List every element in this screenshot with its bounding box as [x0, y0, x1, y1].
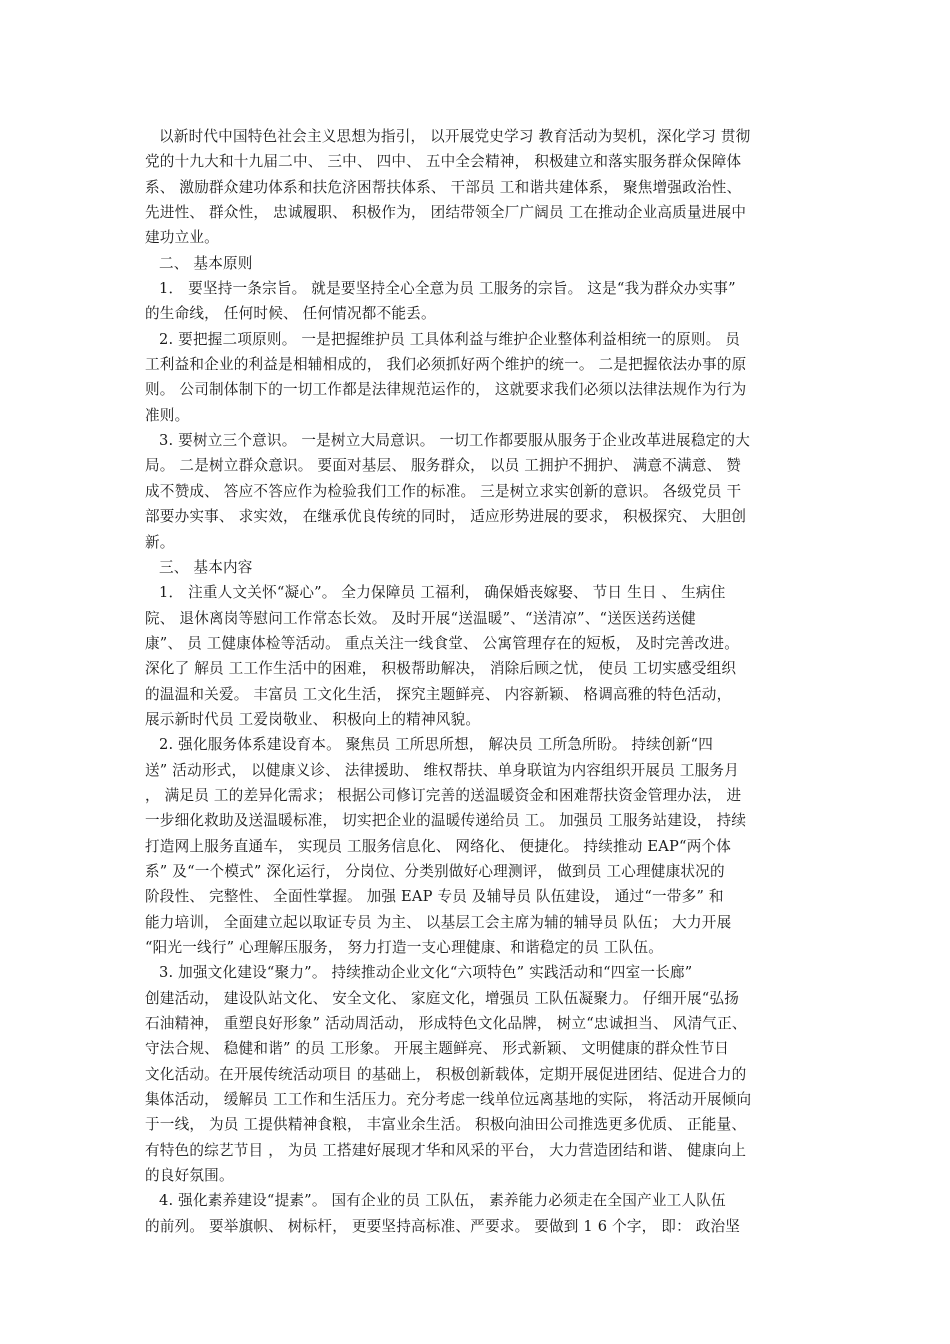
text-line: 准则。 — [145, 406, 190, 424]
document-body — [145, 124, 810, 1239]
text-line: 有特色的综艺节目 ， 为员 工搭建好展现才华和风采的平台， 大力营造团结和谐、 健康向上 — [145, 1141, 747, 1159]
text-line: 院、 退休离岗等慰问工作常态长效。 及时开展“送温暖”、“送清凉”、“送医送药送健 — [145, 609, 696, 627]
text-line: 三、 基本内容 — [159, 558, 253, 576]
text-line: 部要办实事、 求实效， 在继承优良传统的同时， 适应形势进展的要求， 积极探究、 大胆创 — [145, 508, 747, 526]
text-line: 先进性、 群众性， 忠诚履职、 积极作为， 团结带领全厂广阔员 工在推动企业高质量进展中 — [145, 204, 747, 222]
text-line: 的温温和关爱。 丰富员 工文化生活， 探究主题鲜亮、 内容新颖、 格调高雅的特色活动， — [145, 685, 732, 703]
text-line: “阳光一线行” 心理解压服务， 努力打造一支心理健康、和谐稳定的员 工队伍。 — [145, 939, 664, 956]
text-line: 一步细化救助及送温暖标准， 切实把企业的温暖传递给员 工。 加强员 工服务站建设， 持续 — [145, 812, 747, 830]
text-line: 4. 强化素养建设“提素”。 国有企业的员 工队伍， 素养能力必须走在全国产业工人队伍 — [159, 1192, 726, 1210]
text-line: 成不赞成、 答应不答应作为检验我们工作的标准。 三是树立求实创新的意识。 各级党员 干 — [145, 482, 742, 500]
text-line: 送” 活动形式， 以健康义诊、 法律援助、 维权帮扶、单身联谊为内容组织开展员 工服务月 — [145, 761, 740, 779]
text-line: 深化了 解员 工工作生活中的困难， 积极帮助解决， 消除后顾之忧， 使员 工切实感受组织 — [145, 660, 737, 678]
text-line: 3. 要树立三个意识。 一是树立大局意识。 一切工作都要服从服务于企业改革进展稳定的大 — [159, 432, 751, 450]
text-line: 以新时代中国特色社会主义思想为指引， 以开展党史学习 教育活动为契机，深化学习 贯彻 — [159, 128, 751, 145]
text-line: 二、 基本原则 — [159, 254, 253, 272]
text-line: 展示新时代员 工爱岗敬业、 积极向上的精神风貌。 — [145, 710, 481, 728]
text-line: 创建活动， 建设队站文化、 安全文化、 家庭文化，增强员 工队伍凝聚力。 仔细开展“弘扬 — [145, 989, 740, 1007]
text-line: 2. 要把握二项原则。 一是把握维护员 工具体利益与维护企业整体利益相统一的原则。 员 — [159, 330, 741, 348]
text-line: 的良好氛围。 — [145, 1167, 234, 1185]
text-line: 打造网上服务直通车， 实现员 工服务信息化、 网络化、 便捷化。 持续推动 EAP“两个体 — [145, 837, 732, 855]
text-line: 3. 加强文化建设“聚力”。 持续推动企业文化“六项特色” 实践活动和“四室一长廊” — [159, 964, 693, 982]
text-line: 阶段性、 完整性、 全面性掌握。 加强 EAP 专员 及辅导员 队伍建设， 通过“一带多” 和 — [145, 888, 724, 906]
text-line: 康”、 员 工健康体检等活动。 重点关注一线食堂、 公寓管理存在的短板， 及时完善改进。 — [145, 634, 740, 652]
text-line: ， 满足员 工的差异化需求； 根据公司修订完善的送温暖资金和困难帮扶资金管理办法， 进 — [145, 786, 742, 804]
text-line: 的生命线， 任何时候、 任何情况都不能丢。 — [145, 305, 436, 323]
text-line: 的前列。 要举旗帜、 树标杆， 更要坚持高标准、严要求。 要做到 1 6 个字， 即： 政治坚 — [145, 1217, 741, 1235]
text-line: 系” 及“一个模式” 深化运行， 分岗位、分类别做好心理测评， 做到员 工心理健康状况的 — [145, 862, 725, 880]
text-line: 2. 强化服务体系建设育本。 聚焦员 工所思所想， 解决员 工所急所盼。 持续创新“四 — [159, 736, 714, 754]
text-line: 集体活动， 缓解员 工工作和生活压力。充分考虑一线单位远离基地的实际， 将活动开展倾向 — [145, 1091, 752, 1109]
text-line: 于一线， 为员 工提供精神食粮， 丰富业余生活。 积极向油田公司推选更多优质、 正能量、 — [145, 1116, 747, 1134]
text-line: 1． 要坚持一条宗旨。 就是要坚持全心全意为员 工服务的宗旨。 这是“我为群众办实事” — [159, 280, 736, 298]
text-line: 新。 — [145, 533, 175, 551]
text-line: 1． 注重人文关怀“凝心”。 全力保障员 工福利， 确保婚丧嫁娶、 节日 生日 、 生病住 — [159, 584, 726, 602]
text-line: 党的十九大和十九届二中、 三中、 四中、 五中全会精神， 积极建立和落实服务群众保障体 — [145, 153, 742, 171]
text-line: 守法合规、 稳健和谐” 的员 工形象。 开展主题鲜亮、 形式新颖、 文明健康的群众性节日 — [145, 1040, 730, 1058]
text-line: 石油精神， 重塑良好形象” 活动周活动， 形成特色文化品牌， 树立“忠诚担当、 风清气正、 — [145, 1015, 747, 1033]
text-line: 文化活动。在开展传统活动项目 的基础上， 积极创新载体，定期开展促进团结、促进合力的 — [145, 1065, 747, 1083]
text-line: 局。 二是树立群众意识。 要面对基层、 服务群众， 以员 工拥护不拥护、 满意不满意、 赞 — [145, 457, 742, 475]
text-line: 则。 公司制体制下的一切工作都是法律规范运作的， 这就要求我们必须以法律法规作为行为 — [145, 381, 747, 399]
text-line: 能力培训， 全面建立起以取证专员 为主、 以基层工会主席为辅的辅导员 队伍； 大力开展 — [145, 913, 732, 931]
text-line: 系、 激励群众建功体系和扶危济困帮扶体系、 干部员 工和谐共建体系， 聚焦增强政治性、 — [145, 178, 742, 196]
text-line: 工利益和企业的利益是相辅相成的， 我们必须抓好两个维护的统一。 二是把握依法办事的原 — [145, 356, 747, 374]
text-line: 建功立业。 — [145, 229, 219, 247]
